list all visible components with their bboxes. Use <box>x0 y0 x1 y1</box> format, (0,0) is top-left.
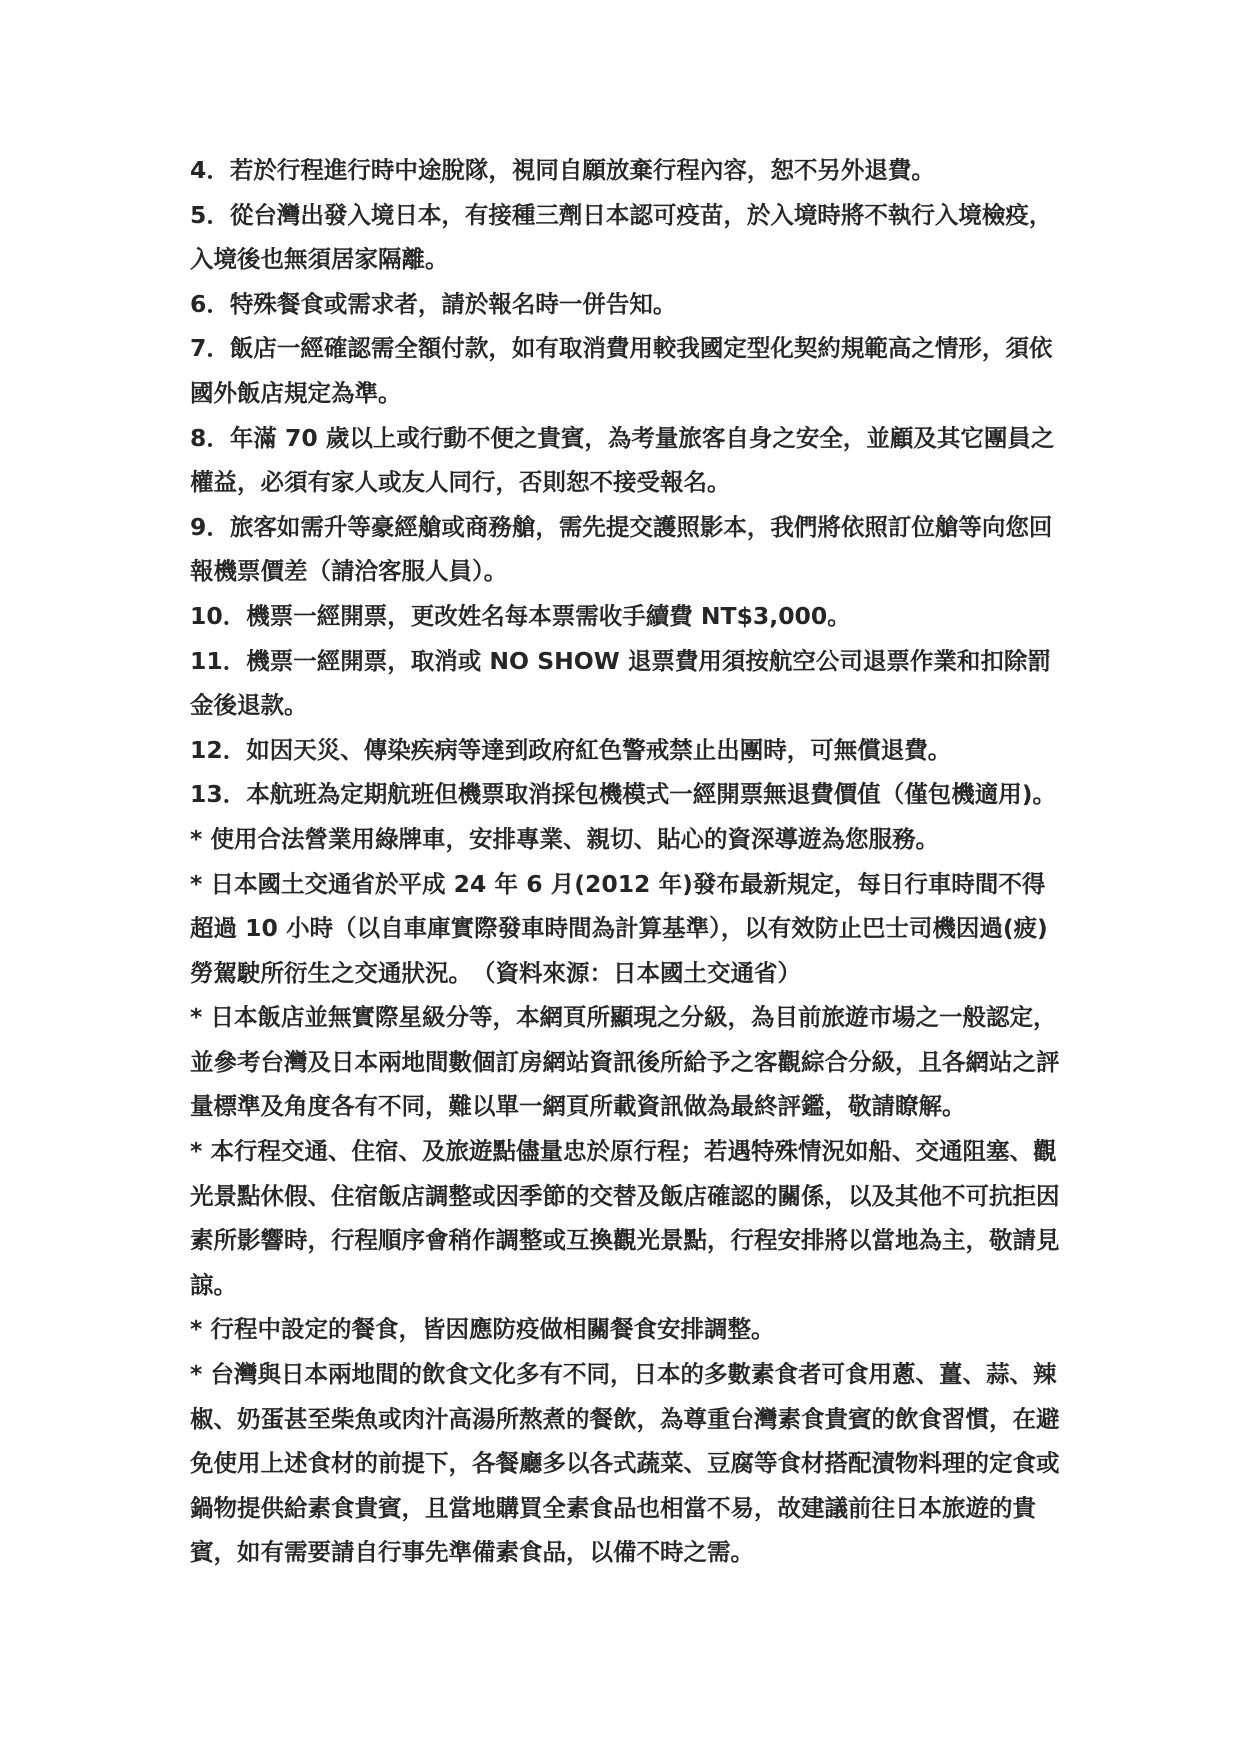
note-itinerary-changes: * 本行程交通、住宿、及旅遊點儘量忠於原行程；若遇特殊情況如船、交通阻塞、觀光景點休假、住宿飯店調整或因季節的交替及飯店確認的關係，以及其他不可抗拒因素所影響時，行程順序會稍作調整或互換觀光景點，行程安排將以當地為主，敬請見諒。 <box>190 1137 1060 1299</box>
notice-item-4: 4．若於行程進行時中途脫隊，視同自願放棄行程內容，恕不另外退費。 <box>190 156 935 184</box>
note-licensed-vehicle: * 使用合法營業用綠牌車，安排專業、親切、貼心的資深導遊為您服務。 <box>190 824 939 853</box>
note-meal-adjustment: * 行程中設定的餐食，皆因應防疫做相關餐食安排調整。 <box>190 1315 775 1344</box>
notice-item-12: 12．如因天災、傳染疾病等達到政府紅色警戒禁止出團時，可無償退費。 <box>190 735 952 764</box>
notice-item-13: 13．本航班為定期航班但機票取消採包機模式一經開票無退費價值（僅包機適用)。 <box>190 780 1056 809</box>
note-driving-hours: * 日本國土交通省於平成 24 年 6 月(2012 年)發布最新規定，每日行車時間不得超過 10 小時（以自車庫實際發車時間為計算基準），以有效防止巴士司機因過(疲)勞駕駛所衍生之交通狀況。 （資料來源：日本國土交通省） <box>190 869 1048 987</box>
document-body <box>190 148 1060 1575</box>
notice-item-8: 8．年滿 70 歲以上或行動不便之貴賓，為考量旅客自身之安全，並顧及其它團員之權益，必須有家人或友人同行，否則恕不接受報名。 <box>190 423 1055 497</box>
notice-item-9: 9．旅客如需升等豪經艙或商務艙，需先提交護照影本，我們將依照訂位艙等向您回報機票價差（請洽客服人員）。 <box>190 512 1053 586</box>
note-hotel-rating: * 日本飯店並無實際星級分等，本網頁所顯現之分級，為目前旅遊市場之一般認定，並參考台灣及日本兩地間數個訂房網站資訊後所給予之客觀綜合分級，且各網站之評量標準及角度各有不同，難以單一網頁所載資訊做為最終評鑑，敬請瞭解。 <box>190 1003 1060 1121</box>
note-vegetarian-food: * 台灣與日本兩地間的飲食文化多有不同，日本的多數素食者可食用蔥、薑、蒜、辣椒、奶蛋甚至柴魚或肉汁高湯所熬煮的餐飲，為尊重台灣素食貴賓的飲食習慣，在避免使用上述食材的前提下，各餐廳多以各式蔬菜、豆腐等食材搭配漬物料理的定食或鍋物提供給素食貴賓，且當地購買全素食品也相當不易，故建議前往日本旅遊的貴賓，如有需要請自行事先準備素食品，以備不時之需。 <box>190 1360 1060 1567</box>
notice-item-6: 6．特殊餐食或需求者，請於報名時一併告知。 <box>190 289 677 318</box>
notice-item-10: 10．機票一經開票，更改姓名每本票需收手續費 NT$3,000。 <box>190 601 851 630</box>
notice-item-7: 7．飯店一經確認需全額付款，如有取消費用較我國定型化契約規範高之情形，須依國外飯店規定為準。 <box>190 334 1053 407</box>
notice-item-5: 5．從台灣出發入境日本，有接種三劑日本認可疫苗，於入境時將不執行入境檢疫，入境後也無須居家隔離。 <box>190 200 1053 274</box>
notice-item-11: 11．機票一經開票，取消或 NO SHOW 退票費用須按航空公司退票作業和扣除罰金後退款。 <box>190 646 1051 720</box>
